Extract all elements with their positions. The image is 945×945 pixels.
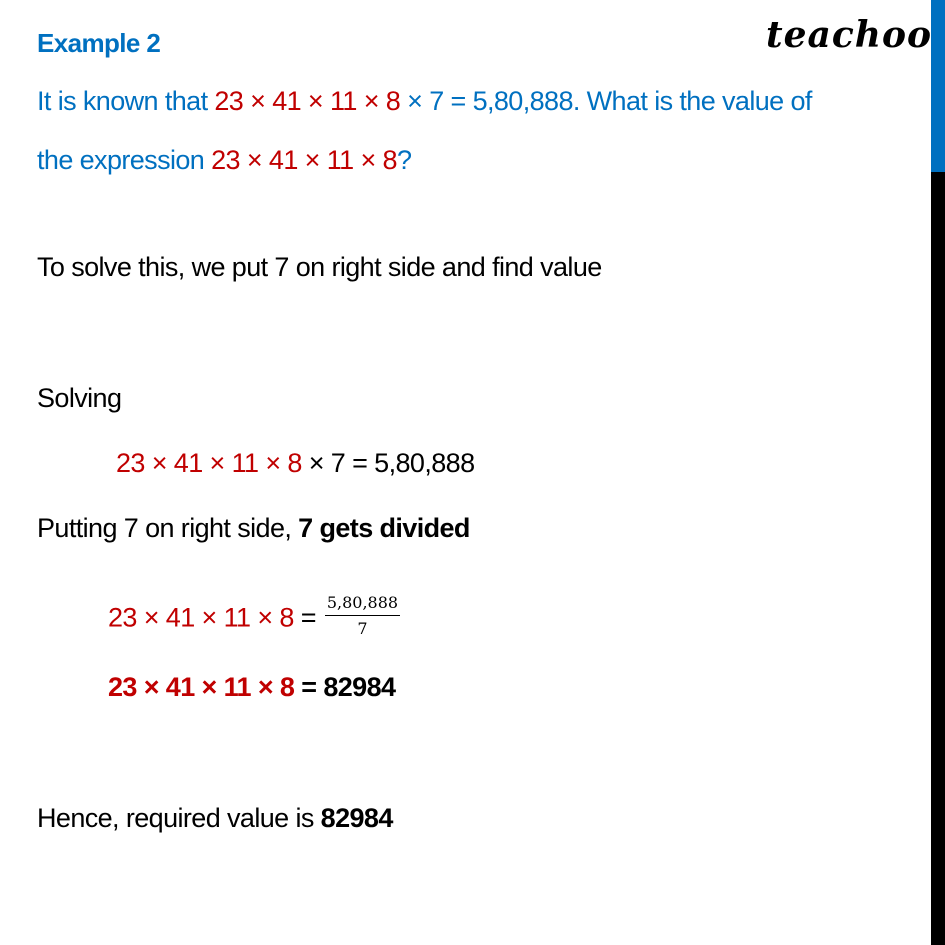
question-line-1 xyxy=(37,86,812,117)
solution-intro: To solve this, we put 7 on right side and find value xyxy=(37,252,602,282)
equation-result-value: = 82984 xyxy=(294,672,396,702)
step-bold-text: 7 gets divided xyxy=(298,513,470,543)
equation-expression: 23 × 41 × 11 × 8 xyxy=(116,448,302,478)
equation-expression: 23 × 41 × 11 × 8 xyxy=(108,672,295,702)
equation-rest: × 7 = 5,80,888 xyxy=(301,448,475,478)
equation-result xyxy=(108,672,395,703)
question-suffix: × 7 = 5,80,888. What is the value of xyxy=(400,86,812,116)
conclusion-text: Hence, required value is xyxy=(37,803,321,833)
question-expression: 23 × 41 × 11 × 8 xyxy=(211,145,397,175)
step-text: Putting 7 on right side, xyxy=(37,513,299,543)
equation-step-1 xyxy=(116,448,475,479)
equation-expression: 23 × 41 × 11 × 8 xyxy=(108,602,294,633)
example-title: Example 2 xyxy=(37,28,161,58)
question-suffix: ? xyxy=(396,145,412,175)
question-expression: 23 × 41 × 11 × 8 xyxy=(214,86,401,116)
teachoo-logo: teachoo xyxy=(766,14,932,56)
solving-label: Solving xyxy=(37,383,122,413)
question-line-2 xyxy=(37,145,411,176)
question-prefix: the expression xyxy=(37,145,212,175)
side-accent-bar-blue xyxy=(931,0,945,172)
conclusion-answer: 82984 xyxy=(320,803,393,833)
fraction-numerator: 5,80,888 xyxy=(325,593,400,616)
fraction-denominator: 7 xyxy=(357,619,368,638)
step-explanation xyxy=(37,513,470,544)
equals-sign: = xyxy=(293,602,323,633)
equation-step-2 xyxy=(108,593,400,642)
side-accent-bar-black xyxy=(931,172,945,945)
question-prefix: It is known that xyxy=(37,86,215,116)
fraction xyxy=(325,593,400,638)
conclusion xyxy=(37,803,393,834)
